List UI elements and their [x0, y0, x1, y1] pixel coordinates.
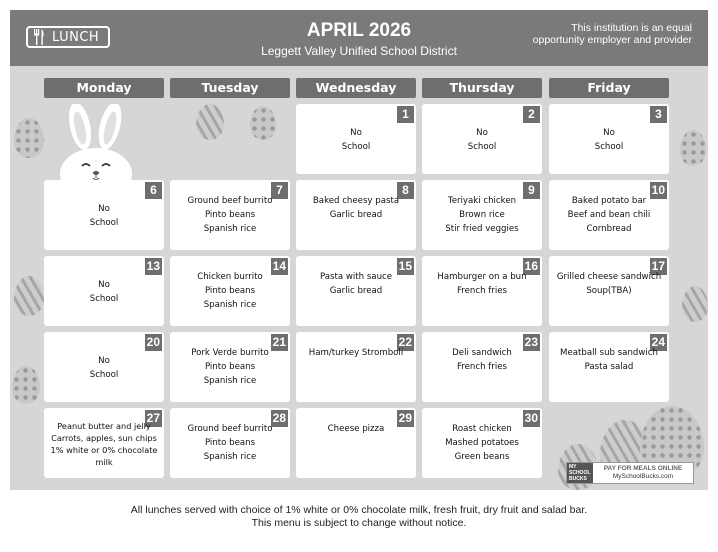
- menu-items: [44, 202, 164, 230]
- footer-notes: [10, 504, 708, 530]
- menu-item: School: [594, 142, 624, 152]
- menu-items: [296, 270, 416, 298]
- day-number: 1: [397, 106, 414, 123]
- day-number: 21: [272, 335, 286, 349]
- bunny-icon: [46, 104, 146, 192]
- menu-items: [296, 422, 416, 436]
- day-number: 9: [523, 182, 540, 199]
- menu-item: Pinto beans: [204, 210, 256, 220]
- menu-item: Garlic bread: [329, 210, 383, 220]
- menu-item: Mashed potatoes: [445, 438, 519, 448]
- menu-item: Spanish rice: [203, 376, 257, 386]
- menu-item: Meatball sub sandwich: [560, 348, 658, 358]
- menu-item: Garlic bread: [329, 286, 383, 296]
- menu-item: 1% white or 0% chocolate: [50, 445, 158, 455]
- calendar-grid: [10, 66, 708, 490]
- menu-items: [170, 346, 290, 388]
- calendar-day-cell: [549, 104, 669, 174]
- menu-item: No: [98, 280, 110, 290]
- calendar-day-cell: [549, 256, 669, 326]
- menu-items: [422, 270, 542, 298]
- day-header-wednesday: Wednesday: [296, 78, 416, 98]
- day-number: 3: [650, 106, 667, 123]
- calendar-day-cell: [296, 180, 416, 250]
- calendar-day-cell: [44, 332, 164, 402]
- menu-item: Spanish rice: [203, 300, 257, 310]
- footer-line-2: This menu is subject to change without notice.: [251, 517, 467, 529]
- menu-item: milk: [95, 457, 113, 467]
- calendar-day-cell: [422, 408, 542, 478]
- menu-item: Ground beef burrito: [187, 196, 273, 206]
- day-number: 16: [524, 259, 538, 273]
- menu-item: Ground beef burrito: [187, 424, 273, 434]
- easter-egg-decoration: [682, 286, 708, 322]
- menu-item: Baked cheesy pasta: [312, 196, 400, 206]
- calendar-day-cell: [296, 332, 416, 402]
- menu-item: No: [476, 128, 488, 138]
- menu-item: Cheese pizza: [327, 424, 385, 434]
- easter-egg-decoration: [196, 104, 224, 140]
- menu-item: Pinto beans: [204, 438, 256, 448]
- menu-item: Cornbread: [586, 224, 632, 234]
- menu-page: [10, 10, 708, 542]
- menu-item: Carrots, apples, sun chips: [51, 433, 157, 443]
- day-number: 6: [145, 182, 162, 199]
- lunch-label: LUNCH: [52, 29, 100, 45]
- menu-item: Chicken burrito: [197, 272, 263, 282]
- calendar-day-cell: [422, 256, 542, 326]
- pay-online-label: PAY FOR MEALS ONLINE: [603, 465, 683, 472]
- day-number: 10: [651, 183, 665, 197]
- calendar-day-cell: [170, 332, 290, 402]
- menu-item: No: [603, 128, 615, 138]
- day-number: 20: [146, 335, 160, 349]
- menu-item: Brown rice: [459, 210, 505, 220]
- menu-item: School: [341, 142, 371, 152]
- calendar-day-cell: [44, 408, 164, 478]
- page-title: APRIL 2026: [306, 20, 412, 41]
- menu-items: [44, 420, 164, 468]
- day-number: 22: [398, 335, 412, 349]
- menu-items: [549, 270, 669, 298]
- day-number: 8: [397, 182, 414, 199]
- calendar-day-cell: [296, 104, 416, 174]
- menu-item: Peanut butter and jelly: [57, 421, 151, 431]
- menu-item: Soup(TBA): [586, 286, 632, 296]
- day-number: 15: [398, 259, 412, 273]
- menu-item: Green beans: [454, 452, 510, 462]
- menu-item: Hamburger on a bun: [437, 272, 527, 282]
- menu-item: Pasta salad: [584, 362, 634, 372]
- calendar-day-cell: [296, 408, 416, 478]
- myschoolbucks-banner[interactable]: [566, 462, 694, 484]
- easter-egg-decoration: [250, 106, 276, 140]
- day-number: 29: [398, 411, 412, 425]
- menu-item: French fries: [456, 286, 507, 296]
- day-number: 2: [523, 106, 540, 123]
- menu-item: Baked potato bar: [571, 196, 647, 206]
- menu-item: Pinto beans: [204, 362, 256, 372]
- menu-item: School: [89, 294, 119, 304]
- menu-items: [44, 278, 164, 306]
- menu-item: No: [98, 356, 110, 366]
- myschoolbucks-logo: MY SCHOOL BUCKS: [567, 463, 593, 483]
- day-number: 27: [146, 411, 160, 425]
- day-number: 14: [272, 259, 286, 273]
- menu-item: No: [350, 128, 362, 138]
- calendar-day-cell: [549, 332, 669, 402]
- day-number: 24: [651, 335, 665, 349]
- easter-egg-decoration: [14, 276, 44, 316]
- easter-egg-decoration: [14, 118, 44, 158]
- calendar-day-cell: [44, 256, 164, 326]
- menu-items: [296, 126, 416, 154]
- menu-items: [422, 126, 542, 154]
- calendar-day-cell: [170, 408, 290, 478]
- menu-item: Pork Verde burrito: [191, 348, 269, 358]
- day-header-friday: Friday: [549, 78, 669, 98]
- menu-item: Teriyaki chicken: [447, 196, 517, 206]
- menu-items: [170, 270, 290, 312]
- day-header-tuesday: Tuesday: [170, 78, 290, 98]
- menu-item: Ham/turkey Stromboli: [308, 348, 404, 358]
- calendar-day-cell: [296, 256, 416, 326]
- menu-item: School: [89, 218, 119, 228]
- day-number: 7: [271, 182, 288, 199]
- day-header-thursday: Thursday: [422, 78, 542, 98]
- easter-egg-decoration: [680, 130, 706, 166]
- menu-items: [422, 346, 542, 374]
- day-header-monday: Monday: [44, 78, 164, 98]
- menu-items: [296, 346, 416, 360]
- menu-item: School: [89, 370, 119, 380]
- day-number: 30: [524, 411, 538, 425]
- menu-item: Pinto beans: [204, 286, 256, 296]
- calendar-day-cell: [549, 180, 669, 250]
- menu-items: [422, 422, 542, 464]
- menu-items: [549, 126, 669, 154]
- menu-item: French fries: [456, 362, 507, 372]
- menu-item: Roast chicken: [452, 424, 512, 434]
- calendar-day-cell: [422, 104, 542, 174]
- day-number: 13: [146, 259, 160, 273]
- menu-items: [170, 194, 290, 236]
- menu-items: [422, 194, 542, 236]
- day-number: 23: [524, 335, 538, 349]
- myschoolbucks-url: MySchoolBucks.com: [612, 473, 674, 480]
- district-name: Leggett Valley Unified School District: [261, 44, 457, 58]
- menu-item: Beef and bean chili: [567, 210, 651, 220]
- menu-item: Pasta with sauce: [319, 272, 393, 282]
- calendar-day-cell: [170, 256, 290, 326]
- menu-items: [549, 194, 669, 236]
- calendar-day-cell: [170, 180, 290, 250]
- header-bar: [10, 10, 708, 66]
- menu-item: Grilled cheese sandwich: [556, 272, 662, 282]
- calendar-day-cell: [422, 180, 542, 250]
- calendar-day-cell: [44, 180, 164, 250]
- menu-item: Spanish rice: [203, 452, 257, 462]
- day-number: 17: [651, 259, 665, 273]
- easter-egg-decoration: [12, 366, 40, 404]
- equal-opportunity-notice: This institution is an equal opportunity employer and provider: [532, 22, 692, 46]
- menu-items: [170, 422, 290, 464]
- menu-item: No: [98, 204, 110, 214]
- menu-items: [296, 194, 416, 222]
- day-number: 28: [272, 411, 286, 425]
- menu-item: School: [467, 142, 497, 152]
- footer-line-1: All lunches served with choice of 1% white or 0% chocolate milk, fresh fruit, dry fruit and salad bar.: [130, 504, 588, 516]
- menu-item: Spanish rice: [203, 224, 257, 234]
- menu-items: [44, 354, 164, 382]
- menu-item: Deli sandwich: [452, 348, 512, 358]
- menu-item: Stir fried veggies: [445, 224, 519, 234]
- menu-items: [549, 346, 669, 374]
- calendar-day-cell: [422, 332, 542, 402]
